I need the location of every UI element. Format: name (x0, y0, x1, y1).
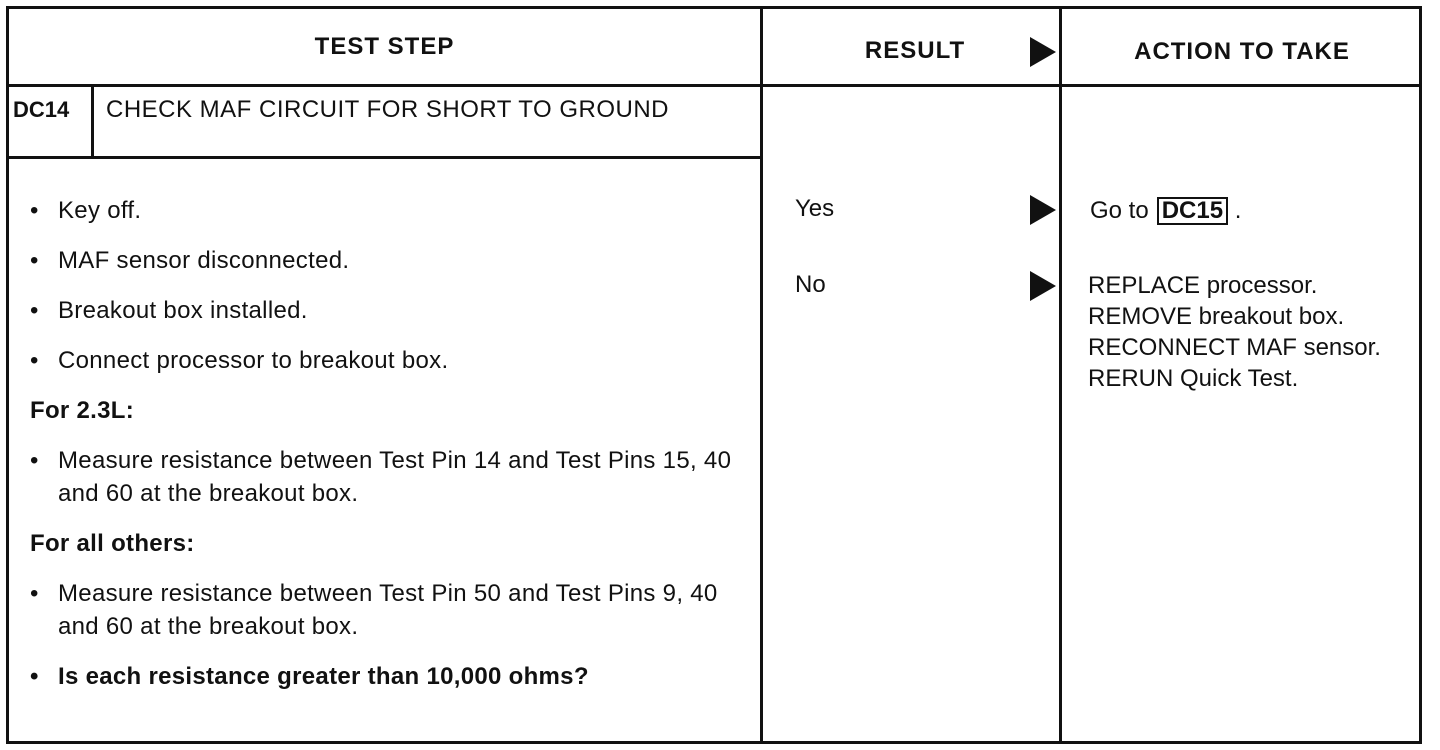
step-id: DC14 (13, 97, 70, 122)
header-arrow-icon (1030, 37, 1056, 67)
header-result: RESULT (864, 37, 966, 64)
column-divider-1 (760, 6, 763, 744)
header-divider (6, 84, 1422, 87)
column-divider-2 (1059, 6, 1062, 744)
step-title-divider (6, 156, 763, 159)
step-title: CHECK MAF CIRCUIT FOR SHORT TO GROUND (106, 96, 669, 123)
instruction-item: • Breakout box installed. (30, 294, 740, 327)
action-yes-suffix: . (1234, 197, 1242, 224)
action-yes (1090, 195, 1241, 226)
instruction-item: • Measure resistance between Test Pin 50 and Test Pins 9, 40 and 60 at the breakout box. (30, 577, 740, 643)
step-id-divider (91, 86, 94, 158)
action-no: REPLACE processor. REMOVE breakout box. RECONNECT MAF sensor. RERUN Quick Test. (1088, 272, 1381, 392)
instruction-item: • Key off. (30, 194, 740, 227)
step-ref-dc15: DC15 (1157, 197, 1228, 225)
result-no-arrow-icon (1030, 271, 1056, 301)
instruction-heading: For 2.3L: (30, 397, 135, 424)
instruction-item: • Measure resistance between Test Pin 14 and Test Pins 15, 40 and 60 at the breakout box. (30, 444, 740, 510)
result-no: No (795, 271, 826, 298)
result-yes-arrow-icon (1030, 195, 1056, 225)
header-action: ACTION TO TAKE (1134, 38, 1350, 65)
action-yes-prefix: Go to (1090, 197, 1149, 224)
instruction-item: • Connect processor to breakout box. (30, 344, 740, 377)
instruction-heading: For all others: (30, 530, 195, 557)
instruction-list (30, 194, 740, 710)
instruction-question: • Is each resistance greater than 10,000 ohms? (30, 660, 740, 693)
result-yes: Yes (795, 195, 835, 222)
header-test-step: TEST STEP (314, 33, 455, 60)
instruction-item: • MAF sensor disconnected. (30, 244, 740, 277)
